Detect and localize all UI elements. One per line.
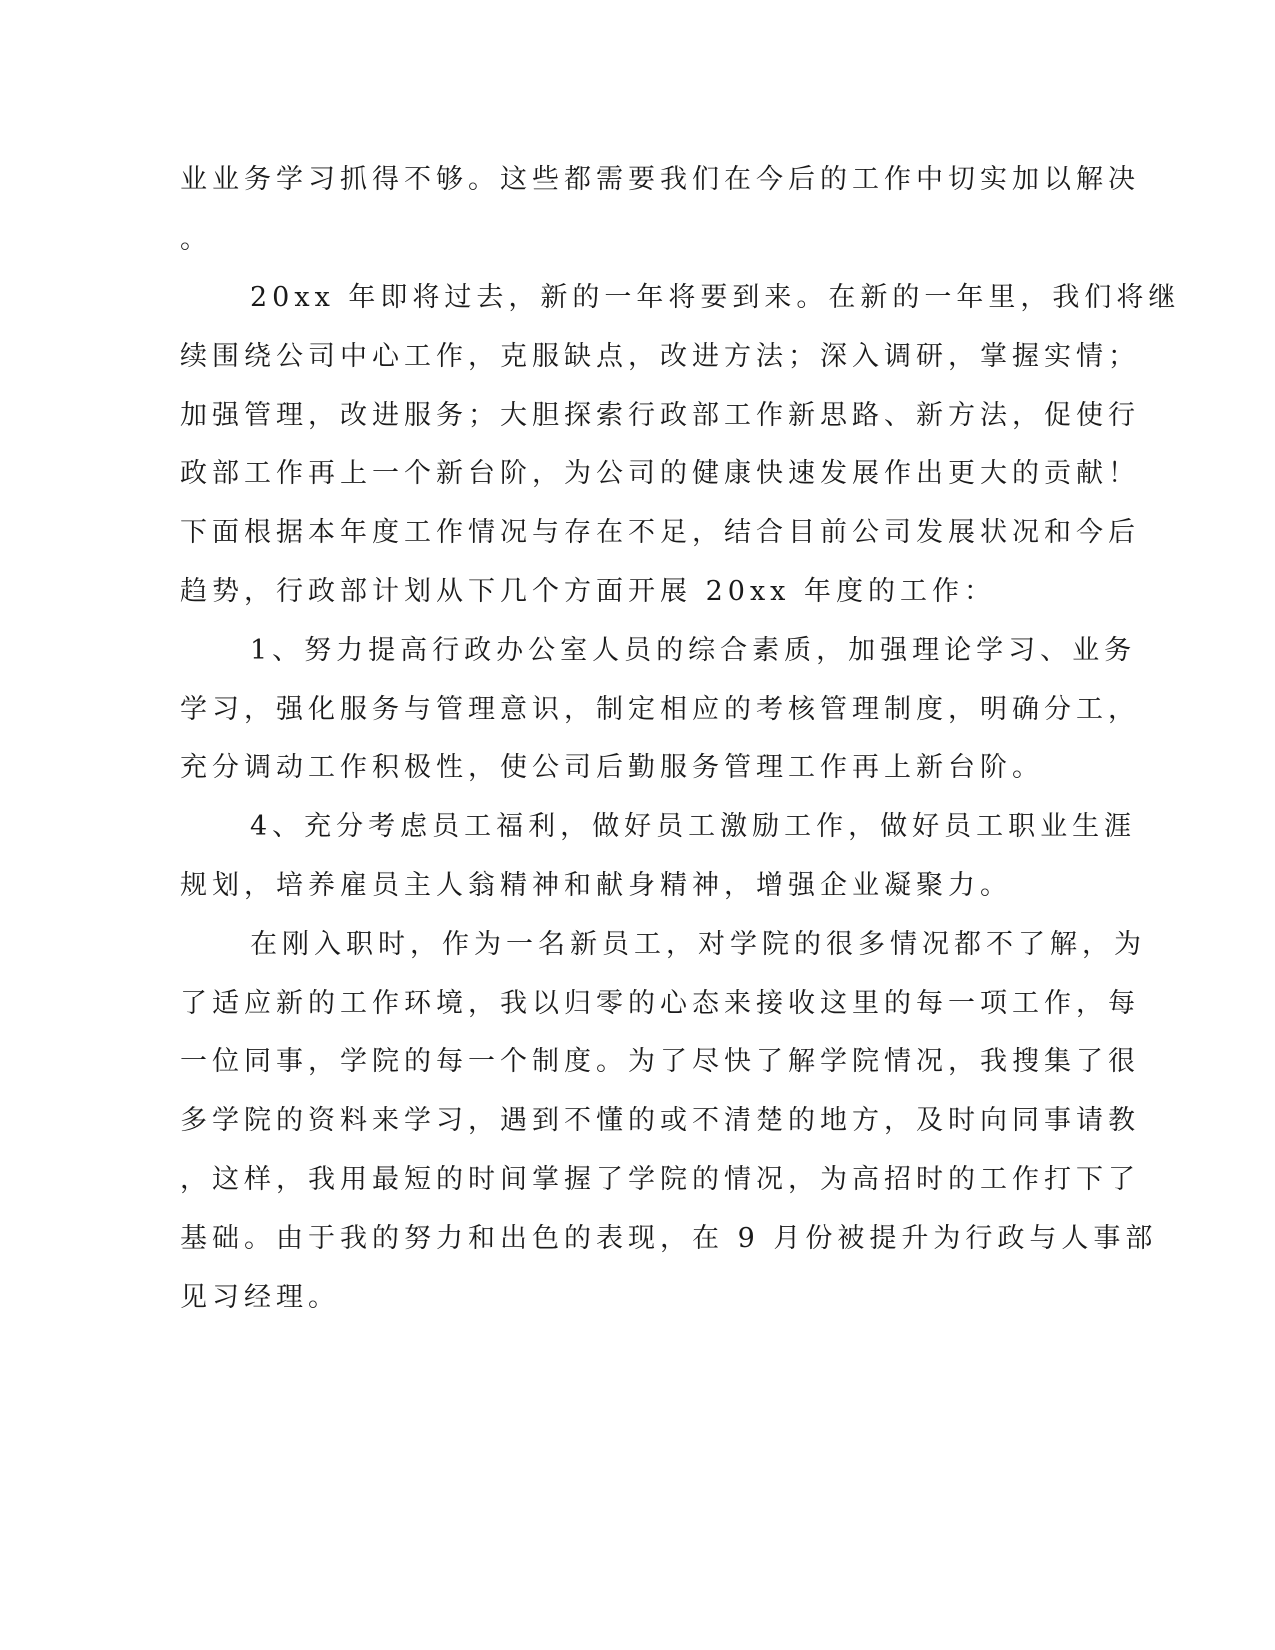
- text-line: 20xx 年即将过去，新的一年将要到来。在新的一年里，我们将继: [250, 282, 1181, 313]
- text-line: 规划，培养雇员主人翁精神和献身精神，增强企业凝聚力。: [180, 870, 1012, 901]
- text-line: 基础。由于我的努力和出色的表现，在 9 月份被提升为行政与人事部: [180, 1223, 1158, 1254]
- text-line: 在刚入职时，作为一名新员工，对学院的很多情况都不了解，为: [250, 929, 1146, 960]
- text-line: 了适应新的工作环境，我以归零的心态来接收这里的每一项工作，每: [180, 988, 1140, 1019]
- text-line: 1、努力提高行政办公室人员的综合素质，加强理论学习、业务: [250, 635, 1137, 666]
- text-line: 趋势，行政部计划从下几个方面开展 20xx 年度的工作：: [180, 576, 996, 607]
- text-line: 下面根据本年度工作情况与存在不足，结合目前公司发展状况和今后: [180, 517, 1140, 548]
- text-line: 多学院的资料来学习，遇到不懂的或不清楚的地方，及时向同事请教: [180, 1105, 1140, 1136]
- text-line: 续围绕公司中心工作，克服缺点，改进方法；深入调研，掌握实情；: [180, 341, 1140, 372]
- text-line: ，这样，我用最短的时间掌握了学院的情况，为高招时的工作打下了: [180, 1164, 1140, 1195]
- text-line: 业业务学习抓得不够。这些都需要我们在今后的工作中切实加以解决: [180, 164, 1140, 195]
- text-line: 加强管理，改进服务；大胆探索行政部工作新思路、新方法，促使行: [180, 400, 1140, 431]
- text-line: 学习，强化服务与管理意识，制定相应的考核管理制度，明确分工，: [180, 694, 1140, 725]
- text-line: 政部工作再上一个新台阶，为公司的健康快速发展作出更大的贡献！: [180, 458, 1140, 489]
- text-line: 充分调动工作积极性，使公司后勤服务管理工作再上新台阶。: [180, 752, 1044, 783]
- text-line: 一位同事，学院的每一个制度。为了尽快了解学院情况，我搜集了很: [180, 1046, 1140, 1077]
- text-line: 。: [180, 224, 212, 255]
- text-line: 4、充分考虑员工福利，做好员工激励工作，做好员工职业生涯: [250, 811, 1137, 842]
- text-line: 见习经理。: [180, 1282, 340, 1313]
